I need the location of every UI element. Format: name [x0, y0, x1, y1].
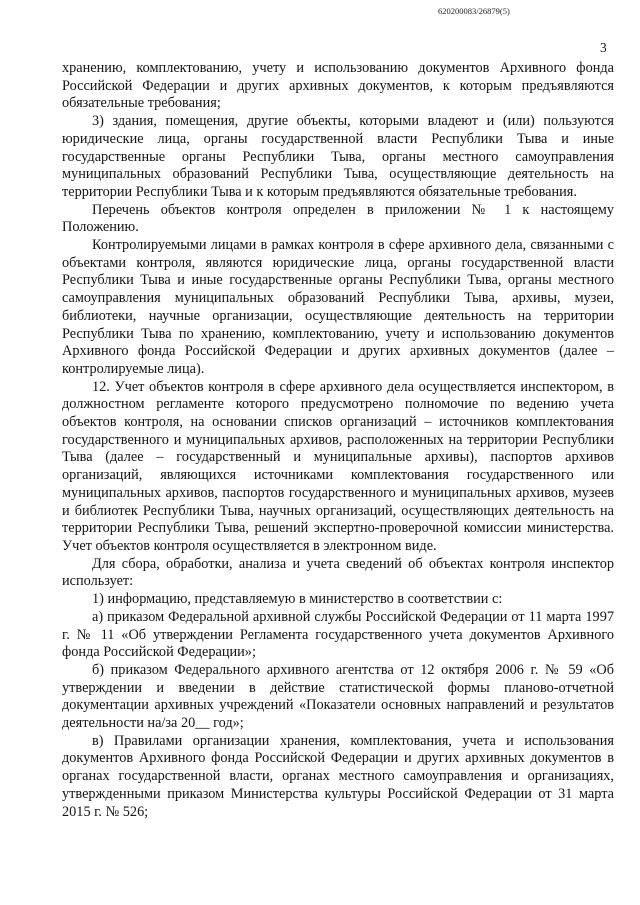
paragraph-inspector-uses: Для сбора, обработки, анализа и учета сведений об объектах контроля инспектор использует:: [62, 555, 614, 590]
paragraph-subitem-1: 1) информацию, представляемую в министерство в соответствии с:: [92, 591, 503, 608]
paragraph-subitem-a: а) приказом Федеральной архивной службы Российской Федерации от 11 марта 1997 г. № 11 «Об утверждении Регламента государственного учета документов Архивного фонда Российской Федерации»;: [62, 608, 614, 661]
paragraph-subitem-v: в) Правилами организации хранения, комплектования, учета и использования документов Архивного фонда Российской Федерации и других архивных документов в органах государственной власти, органах местного самоуправления и организациях, утвержденными приказом Министерства культуры Российской Федерации от 31 марта 2015 г. № 526;: [62, 732, 614, 820]
paragraph-item-3: 3) здания, помещения, другие объекты, которыми владеют и (или) пользуются юридические лица, органы государственной власти Республики Тыва и иные государственные органы Республики Тыва, органы местного самоуправления муниципальных образований Республики Тыва, осуществляющие деятельность на территории Республики Тыва и к которым предъявляются обязательные требования.: [62, 113, 614, 200]
document-body: [62, 60, 614, 821]
paragraph-section-12: 12. Учет объектов контроля в сфере архивного дела осуществляется инспектором, в должностном регламенте которого предусмотрено полномочие по ведению учета объектов контроля, на основании списков организаций – источников комплектования государственного и муниципальных архивов, расположенных на территории Республики Тыва (далее – государственный и муниципальные архивы), паспортов архивов организаций, являющихся источниками комплектования государственного или муниципальных архивов, паспортов государственного и муниципальных архивов, музеев и библиотек Республики Тыва, научных организаций, осуществляющих деятельность на территории Республики Тыва, решений экспертно-проверочной комиссии министерства. Учет объектов контроля осуществляется в электронном виде.: [62, 378, 614, 554]
document-id: 620200083/26879(5): [438, 6, 510, 16]
paragraph-continuation: хранению, комплектованию, учету и использованию документов Архивного фонда Российской Федерации и других архивных документов, к которым предъявляются обязательные требования;: [62, 60, 614, 112]
page-number: 3: [600, 40, 607, 55]
paragraph-objects-list: Перечень объектов контроля определен в приложении № 1 к настоящему Положению.: [62, 201, 614, 236]
paragraph-controlled-persons: Контролируемыми лицами в рамках контроля в сфере архивного дела, связанными с объектами контроля, являются юридические лица, органы государственной власти Республики Тыва и иные государственные органы Республики Тыва, органы местного самоуправления муниципальных образований Республики Тыва, архивы, музеи, библиотеки, научные организации, осуществляющие деятельность на территории Республики Тыва по хранению, комплектованию, учету и использованию документов Архивного фонда Российской Федерации и других архивных документов (далее – контролируемые лица).: [62, 237, 614, 377]
paragraph-subitem-b: б) приказом Федерального архивного агентства от 12 октября 2006 г. № 59 «Об утверждении и введении в действие статистической формы планово-отчетной документации архивных учреждений «Показатели основных направлений и результатов деятельности на/за 20__ год»;: [62, 661, 614, 732]
